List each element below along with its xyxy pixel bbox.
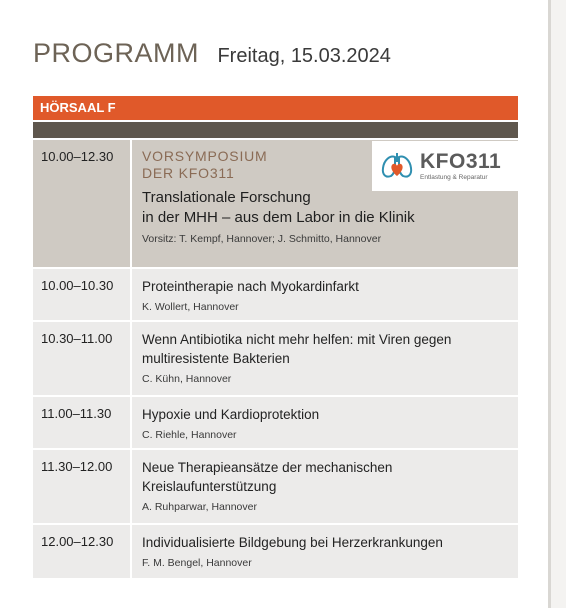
- session-row: [33, 525, 518, 578]
- session-title: Individualisierte Bildgebung bei Herzerkrankungen: [142, 535, 443, 550]
- symposium-heading-line1: VORSYMPOSIUM: [142, 148, 268, 164]
- session-row: [33, 450, 518, 523]
- symposium-title-line1: Translationale Forschung: [142, 189, 311, 206]
- session-content: [132, 450, 518, 523]
- session-title: Hypoxie und Kardioprotektion: [142, 407, 320, 422]
- lungs-heart-icon: [380, 151, 414, 181]
- session-speaker: F. M. Bengel, Hannover: [142, 557, 252, 569]
- session-title: Proteintherapie nach Myokardinfarkt: [142, 279, 359, 294]
- session-speaker: A. Ruhparwar, Hannover: [142, 501, 257, 513]
- session-speaker: C. Riehle, Hannover: [142, 429, 237, 441]
- symposium-time: 10.00–12.30: [33, 140, 132, 267]
- session-title-line1: Neue Therapieansätze der mechanischen: [142, 460, 393, 475]
- logo-name: KFO311: [420, 150, 502, 173]
- session-row: [33, 397, 518, 448]
- kfo311-logo: [372, 141, 518, 191]
- session-title-line2: multiresistente Bakterien: [142, 351, 290, 366]
- session-title-line2: Kreislaufunterstützung: [142, 479, 277, 494]
- session-row: [33, 269, 518, 320]
- schedule-table: [33, 140, 518, 580]
- symposium-chair: Vorsitz: T. Kempf, Hannover; J. Schmitto, Hannover: [142, 233, 382, 245]
- header-divider-bar: [33, 122, 518, 138]
- symposium-row: [33, 140, 518, 267]
- session-content: [132, 269, 518, 320]
- symposium-heading-line2: DER KFO311: [142, 165, 235, 181]
- hall-label: HÖRSAAL F: [33, 96, 518, 120]
- session-time: 10.00–10.30: [33, 269, 132, 320]
- session-title-line1: Wenn Antibiotika nicht mehr helfen: mit Viren gegen: [142, 332, 452, 347]
- page-edge: [548, 0, 551, 608]
- logo-tagline: Entlastung & Reparatur: [420, 174, 488, 181]
- session-speaker: C. Kühn, Hannover: [142, 373, 232, 385]
- session-content: [132, 322, 518, 395]
- symposium-title-line2: in der MHH – aus dem Labor in die Klinik: [142, 209, 415, 226]
- session-time: 11.30–12.00: [33, 450, 132, 523]
- session-time: 10.30–11.00: [33, 322, 132, 395]
- session-speaker: K. Wollert, Hannover: [142, 301, 239, 313]
- page-date: Freitag, 15.03.2024: [217, 45, 391, 67]
- symposium-content: [132, 140, 518, 267]
- session-content: [132, 525, 518, 578]
- session-content: [132, 397, 518, 448]
- page-header: [33, 38, 391, 69]
- session-time: 11.00–11.30: [33, 397, 132, 448]
- session-row: [33, 322, 518, 395]
- page-title: PROGRAMM: [33, 38, 199, 68]
- session-time: 12.00–12.30: [33, 525, 132, 578]
